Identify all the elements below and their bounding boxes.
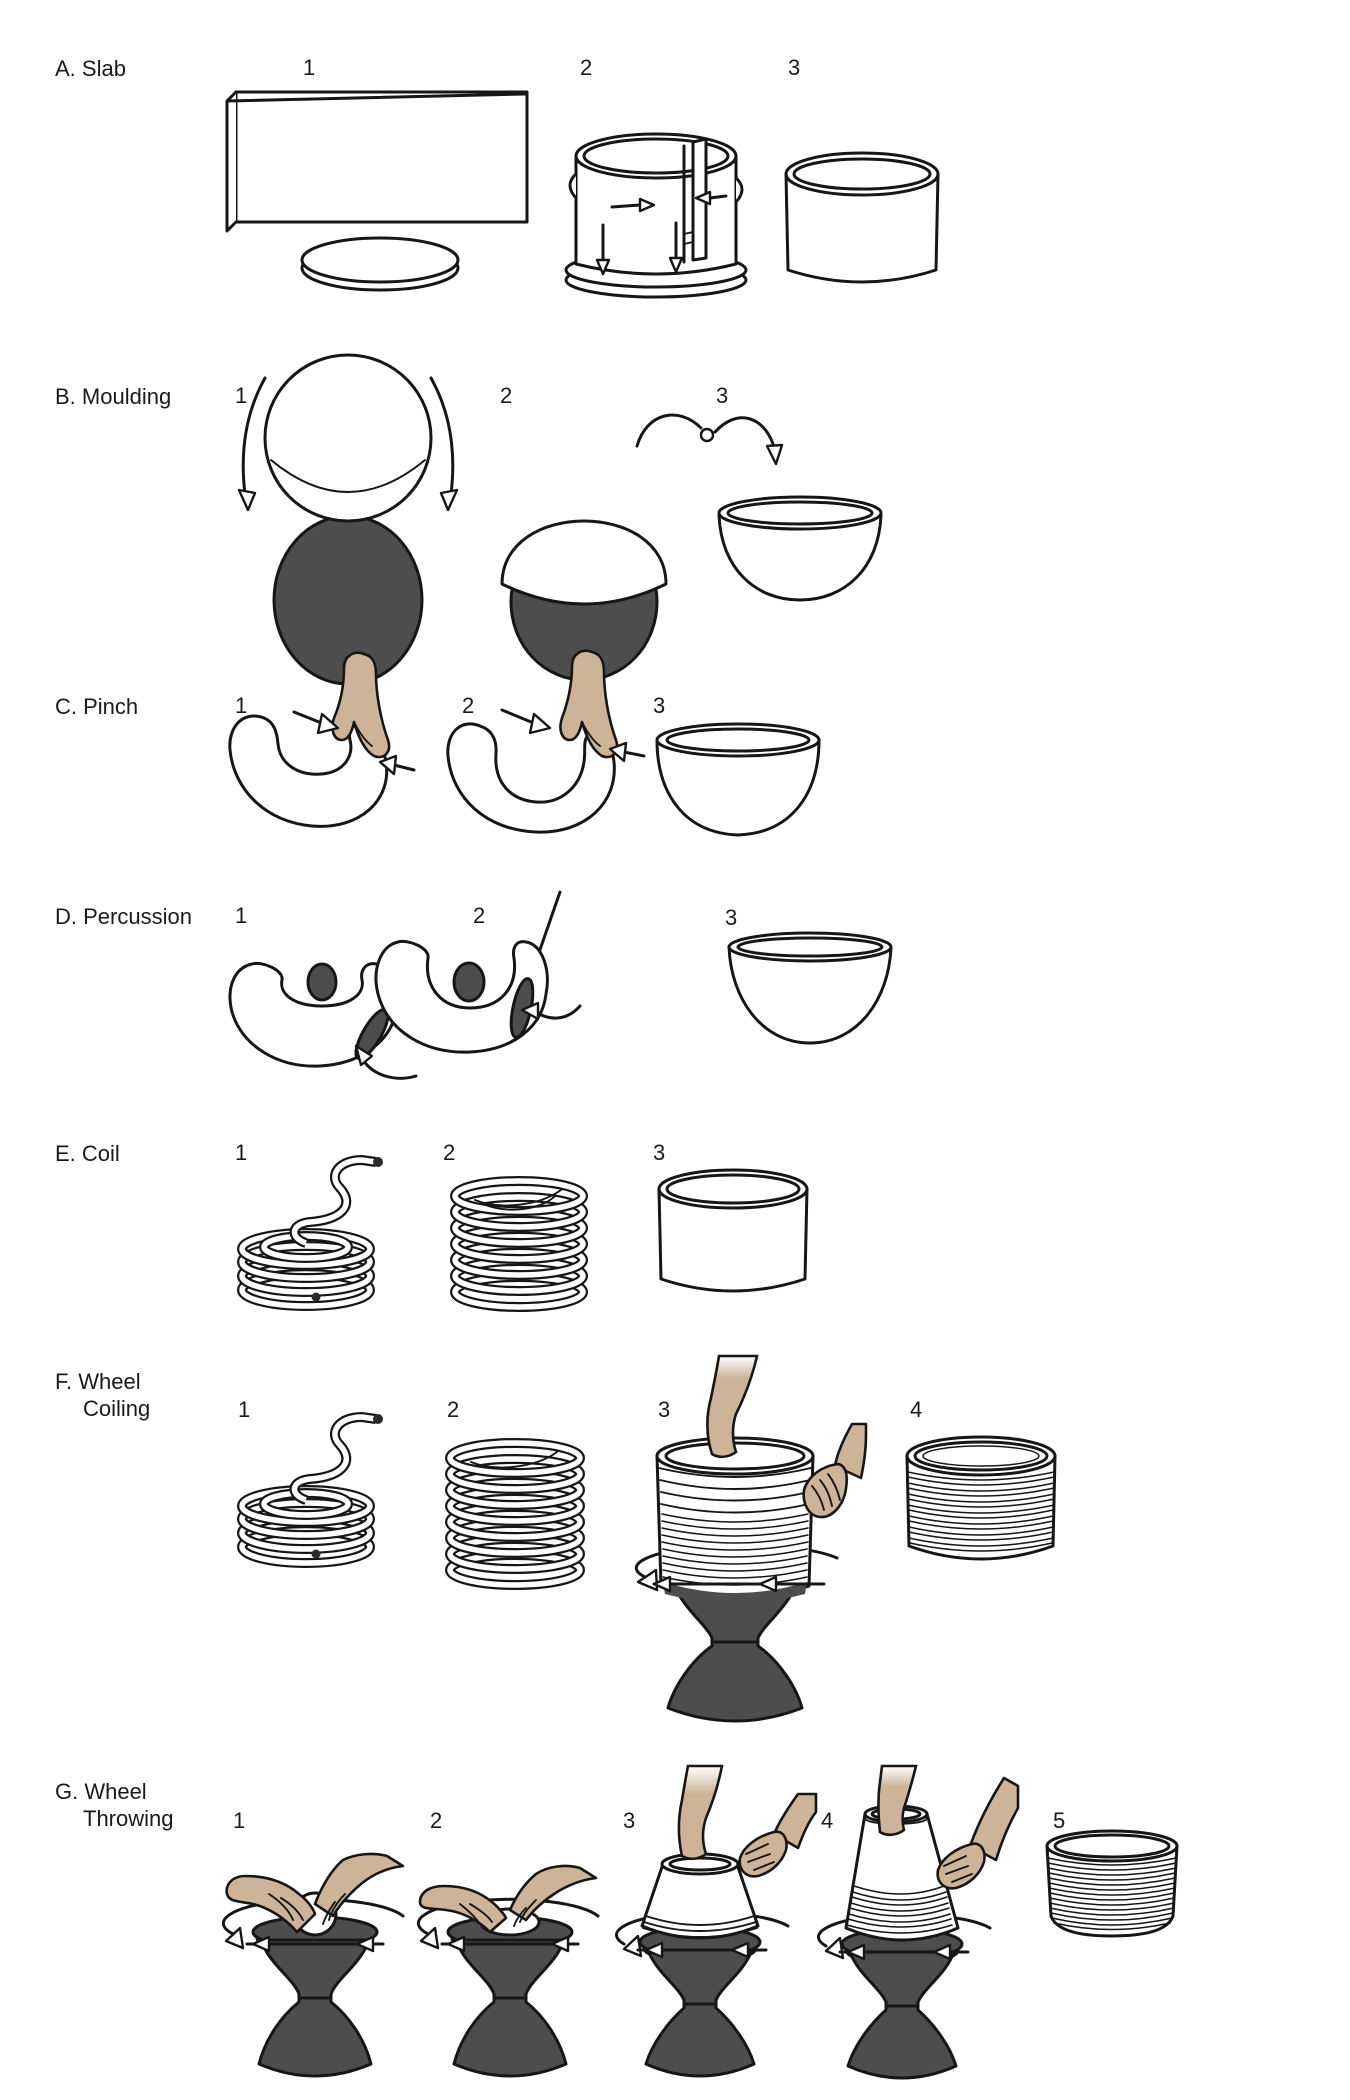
pinching-wall-illustration [442, 648, 647, 853]
pressing-clay-on-wheel-illustration [418, 1852, 603, 2084]
row-label-text: A. Slab [55, 56, 126, 81]
row-label-pinch [55, 693, 138, 720]
row-label-percussion [55, 903, 192, 930]
row-label-text: B. Moulding [55, 384, 172, 409]
row-label-text: E. Coil [55, 1141, 120, 1166]
step-number: 1 [235, 1140, 248, 1165]
row-label-moulding [55, 383, 171, 410]
step-number: 1 [235, 693, 248, 718]
stacked-coils-illustration [443, 1160, 595, 1310]
row-label-coil [55, 1140, 120, 1167]
row-label-slab [55, 55, 126, 82]
row-label-wheel-throwing [55, 1778, 173, 1832]
step-number: 3 [725, 905, 738, 930]
step-number: 3 [658, 1397, 671, 1422]
stacked-coils-tall-illustration [438, 1418, 593, 1588]
smooth-cylinder-illustration [648, 1163, 818, 1308]
step-number: 3 [788, 55, 801, 80]
row-label-text: G. Wheel [55, 1779, 147, 1804]
step-number: 2 [443, 1140, 456, 1165]
step-number: 3 [653, 1140, 666, 1165]
slab-and-disc-illustration [222, 82, 537, 287]
wheel-coiling-illustration [616, 1356, 866, 1738]
disc-over-mould-illustration [235, 348, 470, 688]
step-number: 2 [500, 383, 513, 408]
step-number: 2 [430, 1808, 443, 1833]
paddle-anvil-deeper-illustration [368, 882, 583, 1082]
step-number: 4 [821, 1808, 834, 1833]
step-number: 1 [235, 383, 248, 408]
step-number: 3 [716, 383, 729, 408]
raising-walls-illustration [616, 1766, 826, 2081]
centering-on-wheel-illustration [223, 1852, 408, 2084]
row-label-text-line2: Throwing [83, 1806, 174, 1831]
coil-spiral-illustration [228, 1405, 408, 1570]
step-number: 3 [653, 693, 666, 718]
row-label-text: C. Pinch [55, 694, 139, 719]
row-label-text: D. Percussion [55, 904, 192, 929]
row-label-wheel-coiling [55, 1368, 150, 1422]
step-number: 1 [303, 55, 316, 80]
step-number: 1 [238, 1397, 251, 1422]
tall-vessel-on-wheel-illustration [818, 1766, 1023, 2081]
pinch-bowl-illustration [648, 715, 830, 850]
step-number: 1 [233, 1808, 246, 1833]
row-label-text-line2: Coiling [83, 1396, 151, 1421]
row-label-text: F. Wheel [55, 1369, 141, 1394]
wheel-coiled-cylinder-illustration [896, 1426, 1066, 1581]
thrown-pot-illustration [1038, 1824, 1186, 1952]
step-number: 2 [462, 693, 475, 718]
step-number: 5 [1053, 1808, 1066, 1833]
step-number: 1 [235, 903, 248, 928]
step-number: 4 [910, 1397, 923, 1422]
slab-wrapping-cylinder-illustration [556, 112, 756, 310]
step-number: 2 [473, 903, 486, 928]
step-number: 3 [623, 1808, 636, 1833]
percussion-bowl-illustration [720, 925, 902, 1057]
pinching-lump-illustration [222, 652, 417, 852]
step-number: 2 [447, 1397, 460, 1422]
coil-spiral-illustration [228, 1148, 408, 1313]
slab-cylinder-illustration [776, 146, 948, 298]
flipped-bowl-illustration [625, 388, 890, 616]
step-number: 2 [580, 55, 593, 80]
